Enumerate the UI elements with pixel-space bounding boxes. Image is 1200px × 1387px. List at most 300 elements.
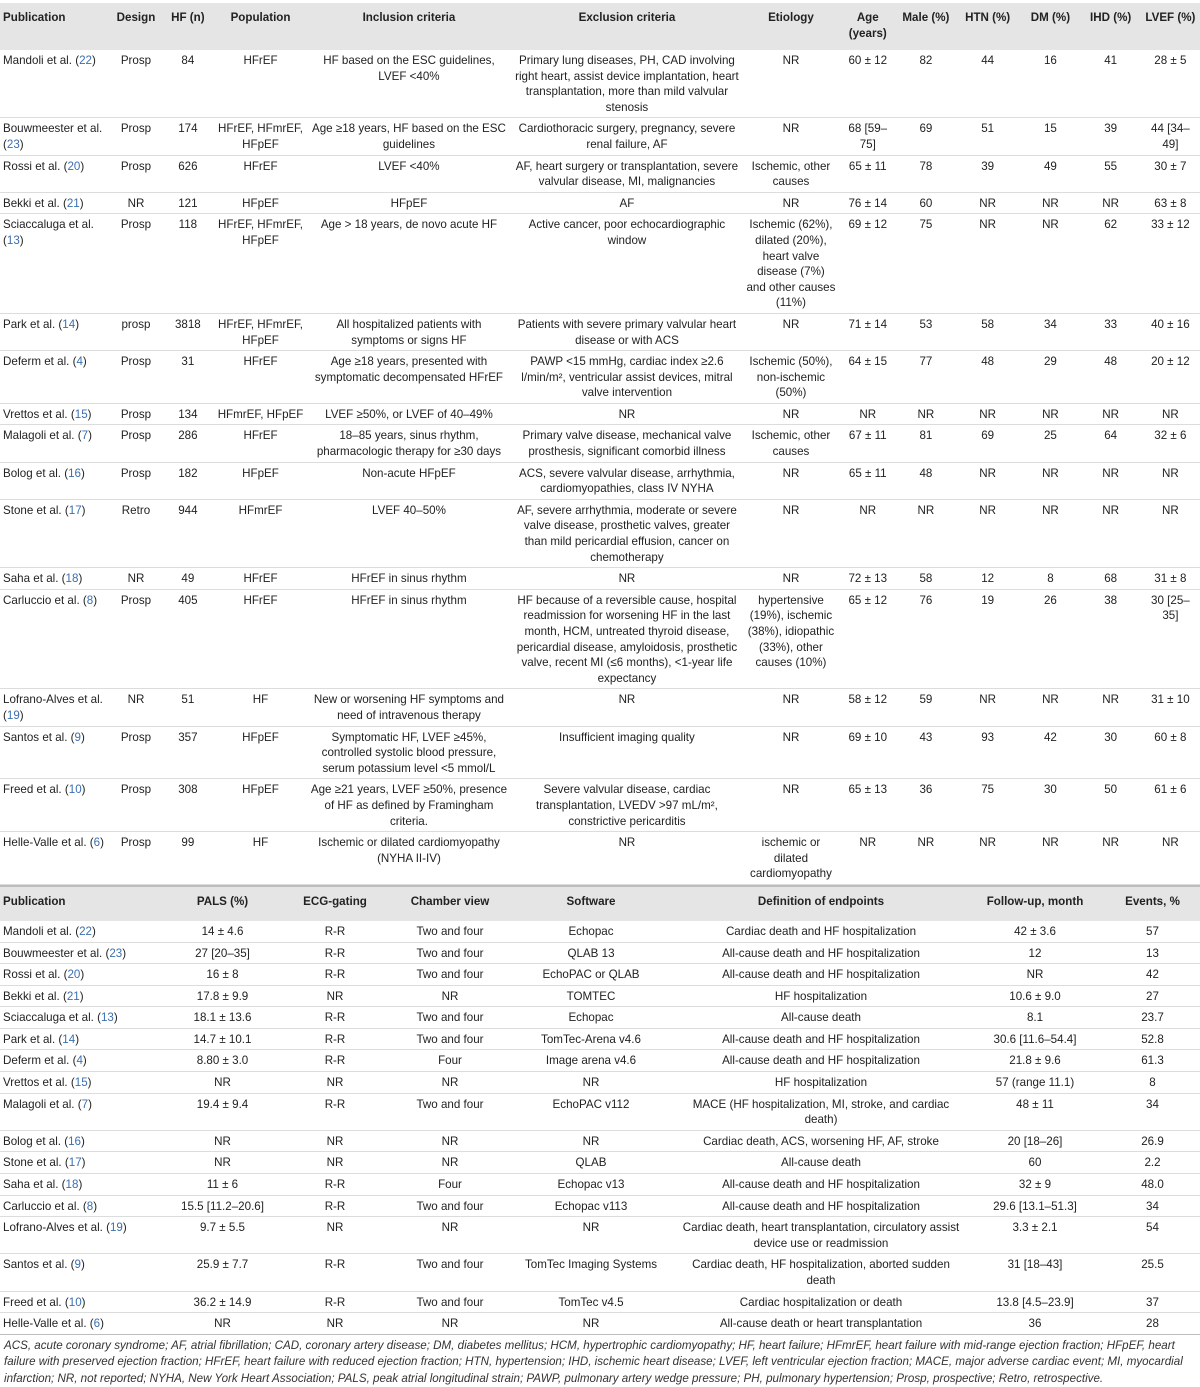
- table-cell: 9.7 ± 5.5: [199, 1221, 246, 1235]
- table-row: [0, 462, 1200, 499]
- table-cell: 48: [981, 355, 995, 369]
- table-cell: 25: [1043, 429, 1057, 443]
- author-name: Rossi et al.: [3, 159, 61, 173]
- table-row: [0, 425, 1200, 462]
- table-cell: 39: [981, 159, 995, 173]
- table-cell: All-cause death and HF hospitalization: [722, 1178, 920, 1192]
- table-cell: HFrEF: [243, 593, 278, 607]
- table-cell: Age ≥18 years, HF based on the ESC guidelines: [312, 122, 506, 151]
- publication-cell: Santos et al. (9): [3, 730, 85, 744]
- publication-cell: Mandoli et al. (22): [3, 924, 96, 938]
- table-cell: 82: [919, 54, 933, 67]
- table-cell: 18.1 ± 13.6: [193, 1011, 252, 1025]
- author-name: Helle-Valle et al.: [3, 1317, 87, 1331]
- table-cell: HFrEF, HFmrEF, HFpEF: [218, 122, 304, 151]
- table-cell: 60: [1028, 1156, 1042, 1170]
- table-cell: 60 ± 8: [1154, 730, 1187, 744]
- table-cell: NR: [214, 1076, 231, 1090]
- table-cell: 76 ± 14: [848, 196, 888, 210]
- table-cell: 20 [18–26]: [1007, 1134, 1063, 1148]
- table-cell: NR: [859, 836, 877, 850]
- table-cell: Primary lung diseases, PH, CAD involving right heart, assist device implantation, heart transplantation, more than mild valvular stenosis: [515, 54, 739, 114]
- table-cell: 62: [1104, 218, 1118, 232]
- table-cell: Prosp: [120, 355, 152, 369]
- table-cell: Two and four: [416, 946, 484, 960]
- table-cell: NR: [214, 1134, 231, 1148]
- table-cell: NR: [618, 836, 636, 850]
- table-cell: 44 [34–49]: [1151, 122, 1190, 151]
- publication-cell: Stone et al. (17): [3, 1156, 86, 1170]
- table-cell: HFrEF: [243, 429, 278, 443]
- publication-cell: Park et al. (14): [3, 1032, 80, 1046]
- table1-column-header: LVEF (%): [1145, 11, 1196, 24]
- table-cell: AF, severe arrhythmia, moderate or severe valve disease, prosthetic valves, greater than mild pericardial effusion, cancer on chemotherapy: [517, 503, 737, 564]
- table-cell: Cardiac death, HF hospitalization, aborted sudden death: [692, 1258, 950, 1287]
- table-cell: NR: [214, 1156, 231, 1170]
- reference-link[interactable]: 10: [68, 1295, 82, 1309]
- author-name: Stone et al.: [3, 503, 62, 517]
- table-cell: 174: [178, 122, 198, 136]
- table-cell: 39: [1104, 122, 1118, 136]
- table-row: [0, 1254, 1200, 1291]
- table-cell: NR: [441, 1076, 459, 1090]
- publication-cell: Lofrano-Alves et al. (19): [3, 1221, 127, 1235]
- table-cell: NR: [441, 1317, 459, 1331]
- author-name: Saha et al.: [3, 572, 59, 586]
- reference-link[interactable]: 7: [81, 429, 89, 443]
- table-cell: Ischemic, other causes: [751, 429, 831, 459]
- table-cell: 36: [1028, 1317, 1042, 1331]
- table-row: [0, 726, 1200, 779]
- reference-link[interactable]: 4: [76, 1054, 83, 1068]
- table-cell: R-R: [324, 1054, 346, 1068]
- table-cell: NR: [127, 572, 145, 586]
- reference-link[interactable]: 18: [65, 1178, 79, 1192]
- table-cell: 27 [20–35]: [195, 946, 250, 960]
- publication-cell: Helle-Valle et al. (6): [3, 1317, 104, 1331]
- publication-cell: Saha et al. (18): [3, 1178, 83, 1192]
- table-row: [0, 1093, 1200, 1130]
- table-cell: 59: [919, 693, 933, 707]
- table-cell: Cardiothoracic surgery, pregnancy, severe renal failure, AF: [518, 122, 736, 151]
- table-cell: 49: [1043, 159, 1057, 173]
- table-cell: HF based on the ESC guidelines, LVEF <40%: [323, 54, 495, 83]
- table-cell: Prosp: [120, 466, 152, 480]
- table-cell: Prosp: [120, 122, 152, 136]
- table-cell: 28 ± 5: [1154, 54, 1187, 67]
- author-name: Vrettos et al.: [3, 407, 68, 421]
- reference-link[interactable]: 13: [6, 233, 20, 247]
- table-cell: NR: [326, 1156, 344, 1170]
- table-cell: 33: [1104, 317, 1118, 331]
- reference-link[interactable]: 4: [76, 355, 83, 369]
- table-row: [0, 351, 1200, 404]
- table-cell: HF hospitalization: [774, 989, 868, 1003]
- table-cell: 26.9: [1141, 1134, 1164, 1148]
- reference-link[interactable]: 16: [68, 466, 82, 480]
- table-cell: 8.1: [1026, 1011, 1044, 1025]
- table-cell: 64: [1104, 429, 1118, 443]
- table-cell: R-R: [324, 924, 346, 938]
- table-cell: 30 ± 7: [1154, 159, 1187, 173]
- table-cell: R-R: [324, 1097, 346, 1111]
- table-cell: NR: [326, 1134, 344, 1148]
- table-row: [0, 118, 1200, 155]
- table-cell: HFpEF: [242, 730, 279, 744]
- table-cell: 2.2: [1144, 1156, 1161, 1170]
- reference-link[interactable]: 20: [67, 159, 81, 173]
- table-row: [0, 1072, 1200, 1094]
- table-cell: LVEF 40–50%: [372, 503, 446, 517]
- publication-cell: Deferm et al. (4): [3, 1054, 87, 1068]
- table-cell: Two and four: [416, 1011, 484, 1025]
- reference-link[interactable]: 9: [74, 1258, 81, 1272]
- table1-column-header: DM (%): [1030, 11, 1071, 24]
- table-cell: Age ≥21 years, LVEF ≥50%, presence of HF as defined by Framingham criteria.: [310, 783, 508, 828]
- table-cell: Ischemic (62%), dilated (20%), heart valve disease (7%) and other causes (11%): [746, 218, 836, 310]
- author-name: Carluccio et al.: [3, 593, 80, 607]
- table-cell: NR: [782, 730, 800, 744]
- reference-link[interactable]: 13: [100, 1011, 114, 1025]
- table-cell: NR: [917, 407, 935, 421]
- table-row: [0, 1007, 1200, 1029]
- table-cell: R-R: [324, 968, 346, 982]
- publication-cell: Helle-Valle et al. (6): [3, 836, 104, 850]
- table-row: [0, 155, 1200, 192]
- table-cell: 64 ± 15: [848, 355, 888, 369]
- table-cell: R-R: [324, 946, 346, 960]
- reference-link[interactable]: 17: [68, 1156, 82, 1170]
- table-cell: 65 ± 13: [848, 783, 888, 797]
- table-cell: 54: [1146, 1221, 1159, 1235]
- reference-link[interactable]: 19: [109, 1221, 123, 1235]
- table-cell: 20 ± 12: [1151, 355, 1190, 369]
- table-cell: NR: [1102, 196, 1120, 210]
- publication-cell: Vrettos et al. (15): [3, 407, 92, 421]
- table-cell: HF because of a reversible cause, hospital readmission for worsening HF in the last month, HCM, untreated thyroid disease, pericardial disease, amyloidosis, prosthetic valve, recent MI (≤6 months), <1-year life expectancy: [516, 593, 738, 685]
- table-cell: MACE (HF hospitalization, MI, stroke, and cardiac death): [692, 1097, 950, 1127]
- reference-link[interactable]: 23: [6, 137, 20, 151]
- table-cell: NR: [127, 693, 145, 707]
- table-cell: 8: [1149, 1076, 1156, 1090]
- table-cell: Prosp: [120, 593, 152, 607]
- publication-cell: Mandoli et al. (22): [3, 54, 96, 67]
- table-cell: EchoPAC v112: [552, 1097, 630, 1111]
- table-cell: Echopac: [568, 1011, 614, 1025]
- table-cell: QLAB: [575, 1156, 607, 1170]
- publication-cell: Lofrano-Alves et al. (19): [3, 693, 103, 722]
- table1-column-header: Population: [230, 11, 291, 24]
- table-cell: HFrEF, HFmrEF, HFpEF: [218, 218, 304, 247]
- table-cell: hypertensive (19%), ischemic (38%), idiopathic (33%), other causes (10%): [747, 593, 835, 670]
- table-cell: 99: [181, 836, 195, 850]
- table-cell: Two and four: [416, 968, 484, 982]
- table-cell: Prosp: [120, 836, 152, 850]
- table-row: [0, 1217, 1200, 1254]
- table-cell: NR: [618, 693, 636, 707]
- table-cell: Age > 18 years, de novo acute HF: [320, 218, 498, 232]
- table-cell: NR: [782, 54, 800, 67]
- reference-link[interactable]: 17: [68, 503, 82, 517]
- table-cell: NR: [127, 196, 145, 210]
- table-cell: Prosp: [120, 159, 152, 173]
- reference-link[interactable]: 22: [79, 54, 92, 67]
- table-cell: All-cause death: [781, 1011, 861, 1025]
- table-cell: Retro: [121, 503, 151, 517]
- table-cell: All-cause death: [781, 1156, 861, 1170]
- table-cell: Echopac v113: [554, 1199, 628, 1213]
- reference-link[interactable]: 8: [86, 1199, 94, 1213]
- table-cell: HFrEF in sinus rhythm: [351, 572, 467, 586]
- reference-link[interactable]: 19: [6, 708, 20, 722]
- table-cell: Four: [438, 1178, 462, 1192]
- table-cell: NR: [582, 1076, 600, 1090]
- table-cell: 134: [178, 407, 198, 421]
- table-cell: NR: [214, 1317, 231, 1331]
- table-cell: HFpEF: [242, 196, 279, 210]
- table-row: [0, 779, 1200, 832]
- reference-link[interactable]: 16: [68, 1134, 82, 1148]
- table-cell: NR: [1042, 196, 1059, 210]
- reference-link[interactable]: 21: [66, 196, 80, 210]
- author-name: Santos et al.: [3, 730, 68, 744]
- table1-column-header: Publication: [3, 11, 66, 24]
- table-cell: 30 [25–35]: [1151, 593, 1190, 623]
- table-cell: 19.4 ± 9.4: [196, 1097, 249, 1111]
- table-cell: Two and four: [416, 1258, 484, 1272]
- table-cell: 75: [981, 783, 995, 797]
- table-cell: Non-acute HFpEF: [362, 466, 456, 480]
- table1-column-header: Inclusion criteria: [362, 11, 456, 24]
- table-cell: Image arena v4.6: [545, 1054, 637, 1068]
- table1-column-header: Male (%): [902, 11, 950, 24]
- table-cell: HF hospitalization: [774, 1076, 868, 1090]
- table-cell: 3818: [174, 317, 201, 331]
- author-name: Lofrano-Alves et al.: [3, 1221, 103, 1235]
- table-cell: 10.6 ± 9.0: [1009, 989, 1061, 1003]
- table-cell: NR: [1042, 218, 1059, 232]
- table-cell: Primary valve disease, mechanical valve prosthesis, significant comorbid illness: [522, 429, 732, 459]
- author-name: Bekki et al.: [3, 989, 60, 1003]
- table-cell: NR: [917, 503, 935, 517]
- table2-column-header: Chamber view: [410, 894, 490, 908]
- table-cell: 36: [919, 783, 933, 797]
- table-cell: NR: [582, 1221, 600, 1235]
- table-cell: NR: [326, 989, 344, 1003]
- table-cell: All-cause death and HF hospitalization: [722, 968, 920, 982]
- table-cell: HFpEF: [390, 196, 428, 210]
- table-cell: 69 ± 10: [848, 730, 888, 744]
- table-cell: Two and four: [416, 924, 484, 938]
- table-cell: NR: [1162, 503, 1179, 517]
- publication-cell: Carluccio et al. (8): [3, 593, 98, 607]
- table-cell: NR: [1042, 466, 1059, 480]
- table-cell: 68: [1104, 572, 1118, 586]
- table-cell: 34: [1146, 1199, 1159, 1213]
- reference-link[interactable]: 6: [93, 836, 101, 850]
- publication-cell: Carluccio et al. (8): [3, 1199, 98, 1213]
- table-cell: 18–85 years, sinus rhythm, pharmacologic therapy for ≥30 days: [316, 429, 502, 459]
- table-cell: 3.3 ± 2.1: [1012, 1221, 1058, 1235]
- reference-link[interactable]: 8: [86, 593, 94, 607]
- table-cell: Cardiac hospitalization or death: [739, 1295, 903, 1309]
- table-cell: 84: [181, 54, 195, 67]
- table-cell: NR: [1102, 407, 1120, 421]
- table-cell: 21.8 ± 9.6: [1009, 1054, 1061, 1068]
- table-cell: 29.6 [13.1–51.3]: [993, 1199, 1077, 1213]
- table-cell: Prosp: [120, 783, 152, 797]
- publication-cell: Rossi et al. (20): [3, 968, 85, 982]
- table-cell: 286: [178, 429, 198, 443]
- table-cell: HFrEF: [243, 54, 278, 67]
- reference-link[interactable]: 6: [93, 1317, 101, 1331]
- reference-link[interactable]: 23: [109, 946, 123, 960]
- table-cell: 11 ± 6: [206, 1178, 239, 1192]
- table-cell: 50: [1104, 783, 1118, 797]
- reference-link[interactable]: 18: [65, 572, 79, 586]
- table-cell: 12: [1028, 946, 1042, 960]
- strain-outcomes-table: [0, 885, 1200, 1335]
- table2-column-header: Publication: [3, 894, 66, 908]
- table-cell: 118: [178, 218, 198, 232]
- table-cell: NR: [1102, 693, 1120, 707]
- table-cell: Prosp: [120, 54, 152, 67]
- table-footnote: ACS, acute coronary syndrome; AF, atrial fibrillation; CAD, coronary artery disease; DM, diabetes mellitus; HCM, hypertrophic cardiomyopathy; HF, heart failure; HFmrEF, heart failure with mid-range ejection fraction; HFpEF, heart failure with preserved ejection fraction; HFrEF, heart failure with reduced ejection fraction; HTN, hypertension; IHD, ischemic heart disease; LVEF, left ventricular ejection fraction; MACE, major adverse cardiac event; MI, myocardial infarction; NR, not reported; NYHA, New York Heart Association; PALS, peak atrial longitudinal strain; PAWP, pulmonary artery wedge pressure; PH, pulmonary hypertension; Prosp, prospective; Retro, retrospective.: [4, 1338, 1183, 1385]
- table-row: [0, 832, 1200, 885]
- table1-column-header: Exclusion criteria: [578, 11, 676, 24]
- table-cell: 58: [981, 317, 995, 331]
- table-cell: 37: [1146, 1295, 1159, 1309]
- table-cell: 31 ± 8: [1154, 572, 1187, 586]
- author-name: Lofrano-Alves et al.: [3, 693, 103, 707]
- table-cell: R-R: [324, 1178, 346, 1192]
- author-name: Freed et al.: [3, 1295, 62, 1309]
- reference-link[interactable]: 15: [74, 1076, 88, 1090]
- reference-link[interactable]: 20: [67, 968, 81, 982]
- table-cell: 40 ± 16: [1151, 317, 1190, 331]
- table-cell: NR: [782, 122, 800, 136]
- author-name: Saha et al.: [3, 1178, 59, 1192]
- table-cell: 34: [1146, 1097, 1159, 1111]
- table-cell: Prosp: [120, 429, 152, 443]
- publication-cell: Park et al. (14): [3, 317, 80, 331]
- author-name: Freed et al.: [3, 783, 62, 797]
- table-cell: All hospitalized patients with symptoms or signs HF: [336, 317, 482, 347]
- table-cell: 48: [1104, 355, 1118, 369]
- author-name: Malagoli et al.: [3, 429, 75, 443]
- table-cell: 16: [1043, 54, 1057, 67]
- reference-link[interactable]: 21: [66, 989, 80, 1003]
- table-cell: 51: [981, 122, 995, 136]
- table2-column-header: ECG-gating: [303, 894, 367, 908]
- table-cell: New or worsening HF symptoms and need of intravenous therapy: [313, 693, 504, 722]
- table-cell: NR: [782, 466, 800, 480]
- table-cell: NR: [917, 836, 935, 850]
- reference-link[interactable]: 10: [68, 783, 82, 797]
- table-cell: 25.9 ± 7.7: [196, 1258, 249, 1272]
- publication-cell: Bouwmeester et al. (23): [3, 122, 103, 151]
- author-name: Sciaccaluga et al.: [3, 218, 94, 232]
- table-row: [0, 1195, 1200, 1217]
- table1-header-row: [0, 3, 1200, 50]
- publication-cell: Freed et al. (10): [3, 783, 86, 797]
- table-cell: NR: [441, 1134, 459, 1148]
- table-cell: 69: [981, 429, 995, 443]
- table-cell: Ischemic (50%), non-ischemic (50%): [749, 355, 833, 400]
- table-cell: 13.8 [4.5–23.9]: [996, 1295, 1074, 1309]
- table-cell: 77: [919, 355, 933, 369]
- author-name: Rossi et al.: [3, 968, 61, 982]
- author-name: Park et al.: [3, 1032, 56, 1046]
- table-cell: 55: [1104, 159, 1118, 173]
- table-cell: All-cause death and HF hospitalization: [722, 1199, 920, 1213]
- table-cell: 67 ± 11: [848, 429, 887, 443]
- publication-cell: Vrettos et al. (15): [3, 1076, 92, 1090]
- table-cell: 15.5 [11.2–20.6]: [181, 1199, 264, 1213]
- reference-link[interactable]: 7: [81, 1097, 89, 1111]
- publication-cell: Bekki et al. (21): [3, 989, 84, 1003]
- table-cell: NR: [326, 1317, 344, 1331]
- table-cell: R-R: [324, 1032, 346, 1046]
- table-row: [0, 1152, 1200, 1174]
- table-cell: Two and four: [416, 1295, 484, 1309]
- table-cell: 65 ± 11: [848, 466, 887, 480]
- table-cell: 23.7: [1141, 1011, 1164, 1025]
- table-cell: 33 ± 12: [1151, 218, 1190, 232]
- table-cell: 76: [919, 593, 933, 607]
- publication-cell: Bolog et al. (16): [3, 466, 85, 480]
- table1-column-header: Design: [116, 11, 156, 24]
- table-cell: NR: [782, 317, 800, 331]
- table-cell: 944: [178, 503, 198, 517]
- table-cell: NR: [1102, 503, 1120, 517]
- table-row: [0, 1313, 1200, 1335]
- table-cell: Patients with severe primary valvular heart disease or with ACS: [517, 317, 737, 347]
- reference-link[interactable]: 14: [62, 1032, 76, 1046]
- table-cell: Insufficient imaging quality: [559, 730, 695, 744]
- reference-link[interactable]: 14: [62, 317, 76, 331]
- table-row: [0, 1130, 1200, 1152]
- author-name: Stone et al.: [3, 1156, 62, 1170]
- table-cell: NR: [1162, 836, 1179, 850]
- table-cell: 69 ± 12: [848, 218, 888, 232]
- author-name: Park et al.: [3, 317, 56, 331]
- table-cell: 626: [178, 159, 198, 173]
- table-cell: 71 ± 14: [848, 317, 888, 331]
- table-row: [0, 568, 1200, 590]
- publication-cell: Saha et al. (18): [3, 572, 83, 586]
- table-cell: NR: [618, 407, 636, 421]
- table-cell: ischemic or dilated cardiomyopathy: [750, 836, 832, 881]
- table-cell: Active cancer, poor echocardiographic window: [528, 218, 726, 247]
- table-cell: NR: [1102, 466, 1120, 480]
- publication-cell: Freed et al. (10): [3, 1295, 86, 1309]
- table1-column-header: IHD (%): [1090, 11, 1132, 24]
- table-cell: Symptomatic HF, LVEF ≥45%, controlled systolic blood pressure, serum potassium level <5 mmol/L: [321, 730, 497, 775]
- table-cell: 48: [919, 466, 933, 480]
- author-name: Carluccio et al.: [3, 1199, 80, 1213]
- table-cell: HF: [252, 693, 269, 707]
- table-row: [0, 313, 1200, 350]
- reference-link[interactable]: 9: [74, 730, 81, 744]
- table-cell: NR: [618, 572, 636, 586]
- table-cell: R-R: [324, 1011, 346, 1025]
- table-cell: Two and four: [416, 1032, 484, 1046]
- table-cell: 405: [178, 593, 198, 607]
- reference-link[interactable]: 15: [74, 407, 88, 421]
- table-cell: TomTec-Arena v4.6: [541, 1032, 641, 1046]
- reference-link[interactable]: 22: [79, 924, 92, 938]
